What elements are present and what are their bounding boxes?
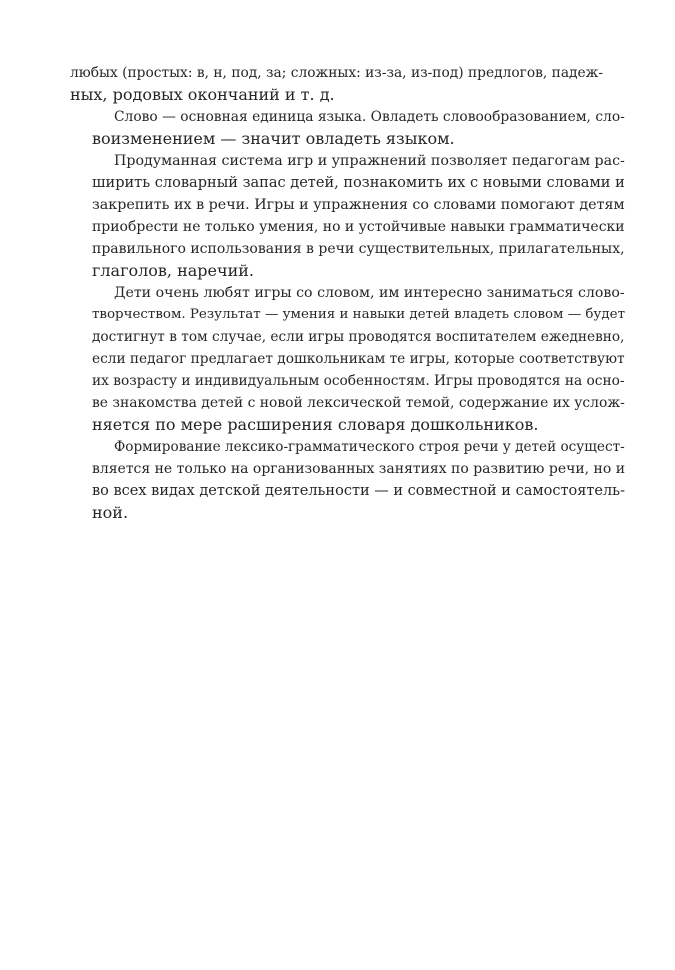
- body-text: [70, 62, 626, 524]
- paragraph-5: [70, 436, 626, 524]
- paragraph-4: [70, 282, 625, 436]
- paragraph-line: если педагог предлагает дошкольникам те игры, которые соответствуют: [92, 351, 625, 367]
- paragraph-line: Дети очень любят игры со словом, им интересно заниматься слово-: [114, 285, 625, 301]
- paragraph-1: [70, 62, 603, 106]
- paragraph-line: их возрасту и индивидуальным особенностям. Игры проводятся на осно-: [92, 373, 625, 389]
- paragraph-2: [70, 106, 625, 150]
- paragraph-line: достигнут в том случае, если игры проводятся воспитателем ежедневно,: [92, 329, 625, 345]
- paragraph-line: любых (простых: в, н, под, за; сложных: из-за, из-под) предлогов, падеж-: [70, 65, 603, 81]
- paragraph-line: воизменением — значит овладеть языком.: [92, 129, 455, 148]
- paragraph-line: ве знакомства детей с новой лексической темой, содержание их услож-: [92, 395, 625, 411]
- paragraph-line: глаголов, наречий.: [92, 261, 254, 280]
- paragraph-line: творчеством. Результат — умения и навыки детей владеть словом — будет: [92, 307, 625, 322]
- paragraph-line: правильного использования в речи существительных, прилагательных,: [92, 241, 625, 257]
- paragraph-line: Формирование лексико-грамматического строя речи у детей осущест-: [114, 439, 625, 455]
- paragraph-3: [70, 150, 625, 282]
- paragraph-line: вляется не только на организованных занятиях по развитию речи, но и: [92, 461, 626, 477]
- paragraph-line: ных, родовых окончаний и т. д.: [70, 85, 335, 104]
- paragraph-line: приобрести не только умения, но и устойчивые навыки грамматически: [92, 219, 625, 235]
- paragraph-line: закрепить их в речи. Игры и упражнения со словами помогают детям: [92, 197, 625, 213]
- paragraph-line: Слово — основная единица языка. Овладеть словообразованием, сло-: [114, 109, 625, 125]
- paragraph-line: няется по мере расширения словаря дошкольников.: [92, 415, 539, 434]
- paragraph-line: ширить словарный запас детей, познакомить их с новыми словами и: [92, 175, 625, 191]
- paragraph-line: Продуманная система игр и упражнений позволяет педагогам рас-: [114, 153, 625, 169]
- paragraph-line: ной.: [92, 503, 129, 522]
- paragraph-line: во всех видах детской деятельности — и совместной и самостоятель-: [92, 483, 625, 499]
